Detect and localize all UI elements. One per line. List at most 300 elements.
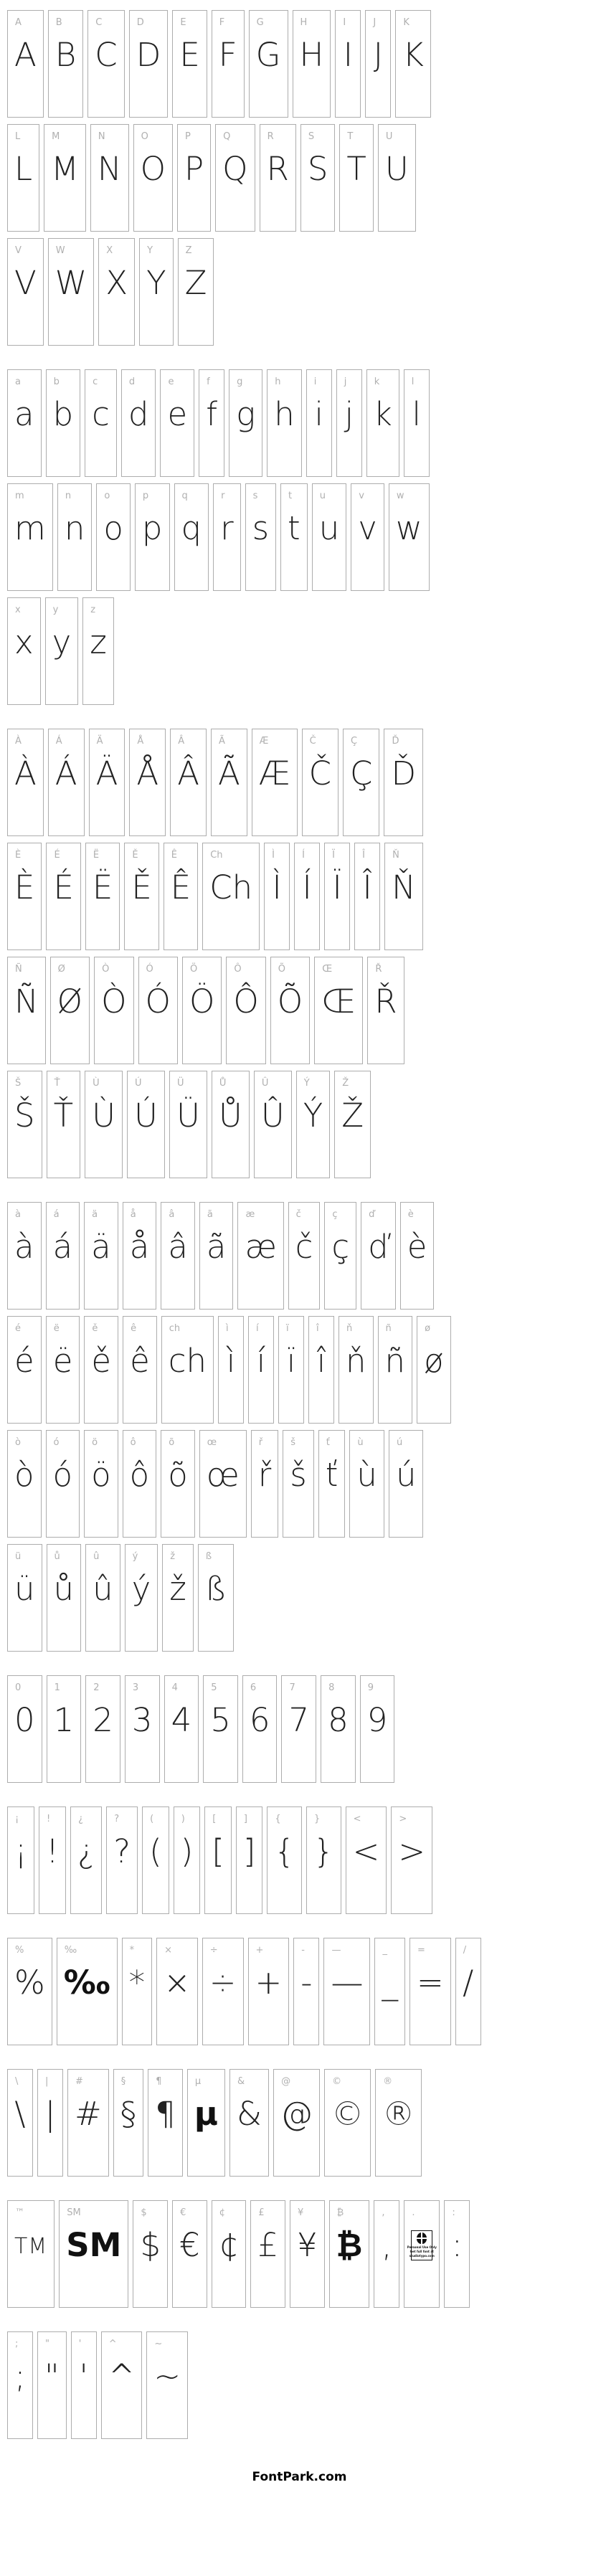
glyph: Ê <box>170 868 191 906</box>
glyph: w <box>395 509 422 547</box>
glyph-label: ť <box>326 1437 330 1448</box>
glyph: 1 <box>53 1701 75 1739</box>
glyph-cell <box>129 10 169 118</box>
glyph-label: a <box>15 377 21 387</box>
glyph: ú <box>395 1456 417 1494</box>
glyph-label: Á <box>55 736 62 747</box>
glyph-cell <box>354 843 380 950</box>
glyph-label: R <box>267 131 274 142</box>
glyph-label: c <box>93 377 98 387</box>
glyph: € <box>179 2226 200 2264</box>
glyph-cell <box>203 1675 238 1783</box>
glyph: q <box>181 509 202 547</box>
glyph: 7 <box>288 1701 310 1739</box>
glyph-label: _ <box>382 1945 387 1956</box>
glyph: Ö <box>189 982 215 1021</box>
group-punctuation <box>7 1806 606 1914</box>
glyph: ! <box>46 1832 60 1870</box>
glyph-label: F <box>219 17 225 28</box>
glyph: Á <box>55 754 77 792</box>
glyph-cell <box>306 1806 341 1914</box>
glyph-cell <box>218 1316 244 1424</box>
glyph-label: ò <box>15 1437 21 1448</box>
glyph-label: Ï <box>332 850 335 861</box>
glyph-label: X <box>106 245 113 256</box>
glyph-label: 7 <box>289 1682 295 1693</box>
glyph-label: d <box>128 377 136 387</box>
glyph-label: B <box>55 17 62 28</box>
glyph-cell <box>366 369 399 477</box>
glyph-row <box>7 957 606 1064</box>
glyph: g <box>236 395 256 433</box>
glyph-cell <box>199 1430 247 1538</box>
glyph-cell <box>164 1675 199 1783</box>
glyph: û <box>93 1570 113 1608</box>
glyph-label: ] <box>243 1814 247 1824</box>
glyph-label: s <box>252 491 258 501</box>
glyph-label: S <box>308 131 315 142</box>
glyph-cell <box>46 843 80 950</box>
glyph: _ <box>382 1964 398 2002</box>
glyph-label: & <box>237 2076 245 2087</box>
glyph-label: Ñ <box>15 964 22 975</box>
glyph: @ <box>280 2095 313 2133</box>
glyph-label: p <box>142 491 149 501</box>
glyph-cell <box>346 1806 387 1914</box>
glyph-label: N <box>98 131 105 142</box>
glyph-cell <box>400 1202 435 1310</box>
glyph-label: ň <box>346 1323 353 1334</box>
glyph-cell <box>213 483 241 591</box>
glyph: õ <box>168 1456 188 1494</box>
glyph-label: Q <box>223 131 231 142</box>
glyph-cell <box>324 1202 356 1310</box>
glyph: t <box>288 509 300 547</box>
glyph-cell <box>199 1202 234 1310</box>
glyph-cell <box>123 1202 157 1310</box>
glyph-label: A <box>15 17 22 28</box>
glyph-label: ä <box>92 1209 98 1220</box>
glyph-cell <box>89 729 126 836</box>
glyph: O <box>140 150 166 188</box>
glyph-cell <box>7 597 41 705</box>
glyph: { <box>274 1832 295 1870</box>
glyph-cell <box>85 1544 120 1652</box>
glyph-cell <box>98 238 135 346</box>
glyph-cell <box>375 2069 422 2177</box>
glyph-label: . <box>412 2207 415 2218</box>
glyph: b <box>52 395 74 433</box>
glyph-cell <box>384 729 423 836</box>
glyph-cell <box>384 843 423 950</box>
glyph-cell <box>123 1430 157 1538</box>
glyph: É <box>53 868 74 906</box>
glyph-cell <box>161 1430 195 1538</box>
glyph-label: q <box>181 491 188 501</box>
glyph-cell <box>212 2200 247 2308</box>
glyph-label: ú <box>396 1437 403 1448</box>
glyph-cell <box>50 957 90 1064</box>
glyph-label: { <box>275 1814 281 1824</box>
glyph-cell <box>70 1806 102 1914</box>
glyph-label: Û <box>261 1078 269 1089</box>
glyph: ã <box>206 1228 227 1266</box>
glyph: ? <box>113 1832 131 1870</box>
glyph-label: Ç <box>351 736 358 747</box>
glyph-label: k <box>374 377 380 387</box>
glyph: µ <box>194 2095 218 2133</box>
group-symbols <box>7 2069 606 2177</box>
glyph-label: 4 <box>171 1682 178 1693</box>
glyph-label: @ <box>281 2076 291 2087</box>
glyph: Ì <box>272 868 282 906</box>
glyph-cell <box>378 1316 413 1424</box>
glyph-label: O <box>141 131 148 142</box>
glyph: Œ <box>321 982 356 1021</box>
glyph: ě <box>91 1342 112 1380</box>
glyph-label: J <box>373 17 377 28</box>
glyph: e <box>167 395 188 433</box>
glyph-cell <box>106 1806 138 1914</box>
glyph-cell <box>135 483 170 591</box>
glyph-label: ÷ <box>209 1945 218 1956</box>
glyph: G <box>255 36 281 74</box>
glyph: c <box>92 395 110 433</box>
glyph-label: v <box>359 491 364 501</box>
glyph-cell <box>174 483 209 591</box>
glyph-label: / <box>463 1945 467 1956</box>
glyph-label: m <box>15 491 24 501</box>
group-lowercase-accents <box>7 1202 606 1652</box>
glyph-cell <box>395 10 431 118</box>
glyph: Ø <box>57 982 83 1021</box>
glyph: ₿ <box>336 2226 363 2264</box>
glyph: ® <box>382 2095 415 2133</box>
glyph-label: = <box>417 1945 425 1956</box>
glyph-label: Ê <box>171 850 177 861</box>
glyph: : <box>451 2226 463 2264</box>
glyph: # <box>75 2095 102 2133</box>
glyph-label: L <box>15 131 21 142</box>
glyph: P <box>184 150 204 188</box>
glyph: N <box>97 150 122 188</box>
glyph: , <box>382 2226 392 2264</box>
glyph: + <box>255 1964 283 2002</box>
glyph-cell <box>290 2200 325 2308</box>
glyph-cell <box>57 483 93 591</box>
glyph-cell <box>391 1806 432 1914</box>
glyph: j <box>344 395 354 433</box>
glyph-label: ï <box>286 1323 289 1334</box>
glyph-cell <box>293 10 331 118</box>
glyph-cell <box>46 1202 80 1310</box>
glyph-label: Ť <box>54 1078 60 1089</box>
glyph-cell <box>249 10 288 118</box>
glyph-label: 2 <box>93 1682 100 1693</box>
glyph: Õ <box>277 982 303 1021</box>
glyph-label: ó <box>53 1437 60 1448</box>
glyph: ¶ <box>155 2095 176 2133</box>
glyph: ö <box>91 1456 111 1494</box>
glyph: ] <box>242 1832 256 1870</box>
glyph: ê <box>130 1342 150 1380</box>
glyph-cell <box>251 1430 279 1538</box>
glyph-cell <box>248 1316 274 1424</box>
glyph: ò <box>14 1456 34 1494</box>
glyph-label: Ë <box>93 850 100 861</box>
glyph: Ä <box>95 754 118 792</box>
glyph-label: ¡ <box>15 1814 19 1824</box>
glyph: < <box>352 1832 380 1870</box>
glyph: 5 <box>210 1701 231 1739</box>
glyph-cell <box>133 2200 168 2308</box>
glyph-cell <box>374 2200 399 2308</box>
glyph-cell <box>87 10 124 118</box>
glyph: ~ <box>153 2357 181 2395</box>
glyph: ž <box>169 1570 186 1608</box>
glyph-label: § <box>120 2076 126 2087</box>
glyph-label: \ <box>15 2076 19 2087</box>
glyph-cell <box>7 483 53 591</box>
glyph-label: 3 <box>132 1682 139 1693</box>
glyph-cell <box>444 2200 470 2308</box>
glyph-row <box>7 2200 606 2308</box>
glyph: D <box>136 36 161 74</box>
glyph-cell <box>236 1806 263 1914</box>
glyph-label: o <box>104 491 110 501</box>
glyph-cell <box>121 369 156 477</box>
glyph: ì <box>226 1342 236 1380</box>
glyph-label: + <box>255 1945 264 1956</box>
glyph-cell <box>67 2069 109 2177</box>
glyph-label: 1 <box>54 1682 60 1693</box>
glyph-label: ñ <box>385 1323 392 1334</box>
glyph: ù <box>356 1456 377 1494</box>
glyph-row <box>7 124 606 232</box>
glyph-label: Í <box>302 850 305 861</box>
glyph-cell <box>7 843 42 950</box>
glyph: 0 <box>14 1701 35 1739</box>
glyph-cell <box>124 843 158 950</box>
glyph-cell <box>334 1071 371 1178</box>
glyph-label: Ř <box>375 964 382 975</box>
glyph: ë <box>52 1342 73 1380</box>
glyph-label: % <box>15 1945 24 1956</box>
glyph-label: Ň <box>392 850 399 861</box>
glyph-label: # <box>75 2076 83 2087</box>
glyph: k <box>373 395 392 433</box>
glyph-label: ~ <box>154 2339 163 2349</box>
glyph: Ç <box>350 754 373 792</box>
glyph: Ò <box>101 982 127 1021</box>
glyph: ÷ <box>209 1964 237 2002</box>
glyph-label: * <box>129 1945 135 1956</box>
glyph: Ě <box>131 868 152 906</box>
glyph-cell <box>300 124 336 232</box>
glyph-label: ô <box>130 1437 136 1448</box>
glyph: Ch <box>209 868 253 906</box>
glyph-cell <box>47 1544 82 1652</box>
glyph: Ã <box>217 754 240 792</box>
glyph-row <box>7 483 606 591</box>
glyph: L <box>14 150 33 188</box>
glyph-cell <box>321 1675 356 1783</box>
glyph-label: Š <box>15 1078 22 1089</box>
glyph-cell <box>174 1806 201 1914</box>
glyph-label: ™ <box>15 2207 24 2218</box>
glyph: Æ <box>258 754 290 792</box>
notdef-license-text: Personal Use Only <box>407 2245 437 2249</box>
group-currency-legal <box>7 2200 606 2308</box>
glyph-cell <box>84 1316 118 1424</box>
glyph-label: ß <box>205 1551 212 1562</box>
glyph-cell <box>7 729 44 836</box>
glyph-label: ‰ <box>64 1945 77 1956</box>
glyph-cell <box>314 957 363 1064</box>
glyph-label: £ <box>258 2207 265 2218</box>
glyph: E <box>179 36 200 74</box>
glyph: = <box>416 1964 444 2002</box>
glyph: æ <box>245 1228 277 1266</box>
glyph-cell <box>260 124 296 232</box>
glyph: ď <box>368 1228 389 1266</box>
glyph-cell <box>7 1544 42 1652</box>
glyph-label: ( <box>150 1814 154 1824</box>
glyph-label: 0 <box>15 1682 22 1693</box>
glyph-cell <box>404 2200 440 2308</box>
glyph-label: M <box>52 131 60 142</box>
glyph-label: C <box>95 17 103 28</box>
glyph-cell <box>44 124 86 232</box>
glyph-cell <box>138 957 178 1064</box>
glyph: × <box>164 1964 191 2002</box>
glyph: ¥ <box>296 2226 318 2264</box>
glyph: K <box>402 36 424 74</box>
glyph: ( <box>149 1832 162 1870</box>
glyph-cell <box>389 1430 424 1538</box>
glyph-cell <box>273 2069 320 2177</box>
glyph: 2 <box>93 1701 113 1739</box>
glyph: Z <box>184 264 207 302</box>
glyph: Ý <box>303 1097 323 1135</box>
glyph: î <box>316 1342 326 1380</box>
glyph-label: E <box>180 17 186 28</box>
glyph-cell <box>293 1938 319 2045</box>
glyph: í <box>256 1342 266 1380</box>
glyph: Š <box>14 1097 35 1135</box>
glyph-cell <box>123 1316 157 1424</box>
glyph-label: µ <box>194 2076 202 2087</box>
glyph-cell <box>127 1071 165 1178</box>
glyph-label: è <box>407 1209 414 1220</box>
glyph: M <box>51 150 79 188</box>
glyph-label: u <box>319 491 326 501</box>
glyph-label: ¢ <box>219 2207 225 2218</box>
glyph-cell <box>7 1675 42 1783</box>
glyph-cell <box>229 369 262 477</box>
glyph-label: ; <box>15 2339 19 2349</box>
glyph-cell <box>139 238 174 346</box>
group-lowercase <box>7 369 606 705</box>
glyph: Ř <box>374 982 397 1021</box>
glyph-label: w <box>396 491 404 501</box>
glyph-cell <box>48 10 83 118</box>
glyph-label: ) <box>181 1814 185 1824</box>
glyph: p <box>141 509 163 547</box>
glyph-cell <box>267 369 302 477</box>
glyph-cell <box>82 597 114 705</box>
glyph: A <box>14 36 37 74</box>
glyph-label: j <box>344 377 347 387</box>
glyph-label: Ď <box>392 736 399 747</box>
glyph-cell <box>198 1544 234 1652</box>
glyph-cell <box>252 729 298 836</box>
glyph-row <box>7 843 606 950</box>
glyph-label: Ů <box>219 1078 227 1089</box>
glyph-label: û <box>93 1551 100 1562</box>
glyph-cell <box>323 1938 370 2045</box>
glyph-cell <box>339 124 374 232</box>
glyph-label: : <box>452 2207 455 2218</box>
glyph-label: È <box>15 850 22 861</box>
glyph-label: 5 <box>211 1682 217 1693</box>
glyph: z <box>90 623 107 661</box>
glyph-label: á <box>53 1209 60 1220</box>
glyph-label: K <box>403 17 409 28</box>
glyph-cell <box>378 124 416 232</box>
glyph-cell <box>85 1675 120 1783</box>
glyph-label: h <box>275 377 281 387</box>
glyph-row <box>7 238 606 346</box>
glyph-label: í <box>256 1323 259 1334</box>
glyph: i <box>314 395 323 433</box>
glyph: & <box>236 2095 262 2133</box>
glyph-label: 8 <box>328 1682 335 1693</box>
glyph: È <box>14 868 35 906</box>
glyph: è <box>407 1228 427 1266</box>
glyph: 3 <box>131 1701 153 1739</box>
glyph-cell <box>404 369 430 477</box>
glyph-label: Ž <box>342 1078 349 1089</box>
glyph-label: ã <box>207 1209 213 1220</box>
glyph-label: œ <box>207 1437 217 1448</box>
glyph-cell <box>37 2331 67 2439</box>
glyph-label: r <box>221 491 225 501</box>
glyph: ý <box>131 1570 151 1608</box>
glyph-cell <box>338 1316 374 1424</box>
glyph: Ï <box>332 868 342 906</box>
glyph-label: t <box>288 491 293 501</box>
glyph-cell <box>389 483 430 591</box>
glyph: á <box>52 1228 73 1266</box>
glyph-cell <box>170 729 207 836</box>
group-digits <box>7 1675 606 1783</box>
glyph: S <box>307 150 328 188</box>
glyph: Ó <box>145 982 171 1021</box>
notdef-license-text: Get full font at <box>409 2250 434 2253</box>
glyph: B <box>55 36 77 74</box>
group-math <box>7 1938 606 2045</box>
glyph-row <box>7 1806 606 1914</box>
glyph-label: ê <box>131 1323 137 1334</box>
glyph-row <box>7 2069 606 2177</box>
glyph-cell <box>7 238 44 346</box>
glyph-cell <box>142 1806 169 1914</box>
glyph: l <box>412 395 422 433</box>
glyph-cell <box>182 957 222 1064</box>
glyph-cell <box>48 729 85 836</box>
glyph-label: Ó <box>146 964 153 975</box>
